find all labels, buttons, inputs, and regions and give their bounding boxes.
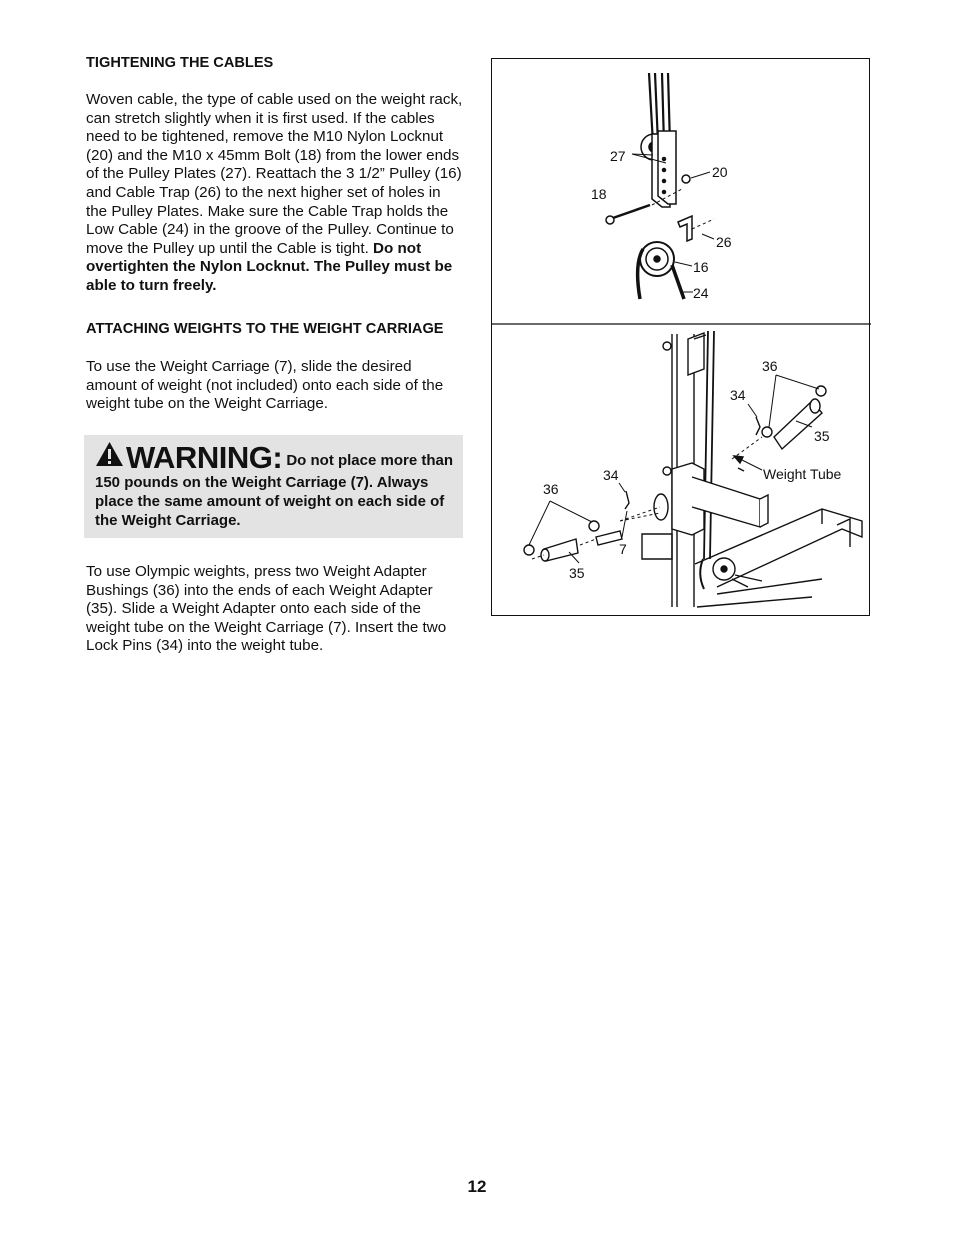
warning-label: WARNING: — [126, 440, 283, 475]
label-35-left: 35 — [569, 565, 585, 581]
label-20: 20 — [712, 164, 728, 180]
warning-box — [84, 435, 463, 538]
label-18: 18 — [591, 186, 607, 202]
label-36-left: 36 — [543, 481, 559, 497]
page-number: 12 — [467, 1177, 487, 1196]
tightening-caution: Do not overtighten the Nylon Locknut. The Pulley must be able to turn freely. — [86, 239, 453, 294]
olympic-text: To use Olympic weights, press two Weight Adapter Bushings (36) into the ends of each Weight Adapter (35). Slide a Weight Adapter onto each side of the weight tube on the Weight Carriage (7). Insert the two Lock Pins (34) into the weight tube. — [86, 563, 447, 655]
label-27: 27 — [610, 148, 626, 164]
heading-attaching: ATTACHING WEIGHTS TO THE WEIGHT CARRIAGE — [86, 321, 444, 337]
paragraph-tightening — [86, 91, 464, 296]
section-title-tightening — [86, 54, 464, 73]
label-34-right: 34 — [730, 387, 746, 403]
warning-text: Do not place more than 150 pounds on the Weight Carriage (7). Always place the same amount of weight on each side of the Weight Carriage. — [95, 452, 454, 529]
paragraph-olympic — [86, 563, 464, 656]
label-34-left: 34 — [603, 467, 619, 483]
label-35-right: 35 — [814, 428, 830, 444]
heading-tightening: TIGHTENING THE CABLES — [86, 55, 274, 71]
section-title-attaching — [86, 320, 464, 339]
label-36-right: 36 — [762, 358, 778, 374]
label-24: 24 — [693, 285, 709, 301]
label-7: 7 — [619, 541, 627, 557]
paragraph-attaching — [86, 358, 464, 414]
label-16: 16 — [693, 259, 709, 275]
assembly-figure — [491, 58, 870, 616]
warning-triangle-icon — [95, 441, 124, 472]
label-26: 26 — [716, 234, 732, 250]
attaching-text: To use the Weight Carriage (7), slide the desired amount of weight (not included) onto each side of the weight tube on the Weight Carriage. — [86, 358, 444, 413]
label-weight-tube: Weight Tube — [763, 466, 842, 482]
tightening-text: Woven cable, the type of cable used on the weight rack, can stretch slightly when it is first used. If the cables need to be tightened, remove the M10 Nylon Locknut (20) and the M10 x 45mm Bolt (18) from the lower ends of the Pulley Plates (27). Reattach the 3 1/2” Pulley (16) and Cable Trap (26) to the next higher set of holes in the Pulley Plates. Make sure the Cable Trap holds the Low Cable (24) in the groove of the Pulley. Continue to move the Pulley up until the Cable is tight. — [86, 91, 463, 257]
assembly-drawing — [492, 59, 871, 617]
